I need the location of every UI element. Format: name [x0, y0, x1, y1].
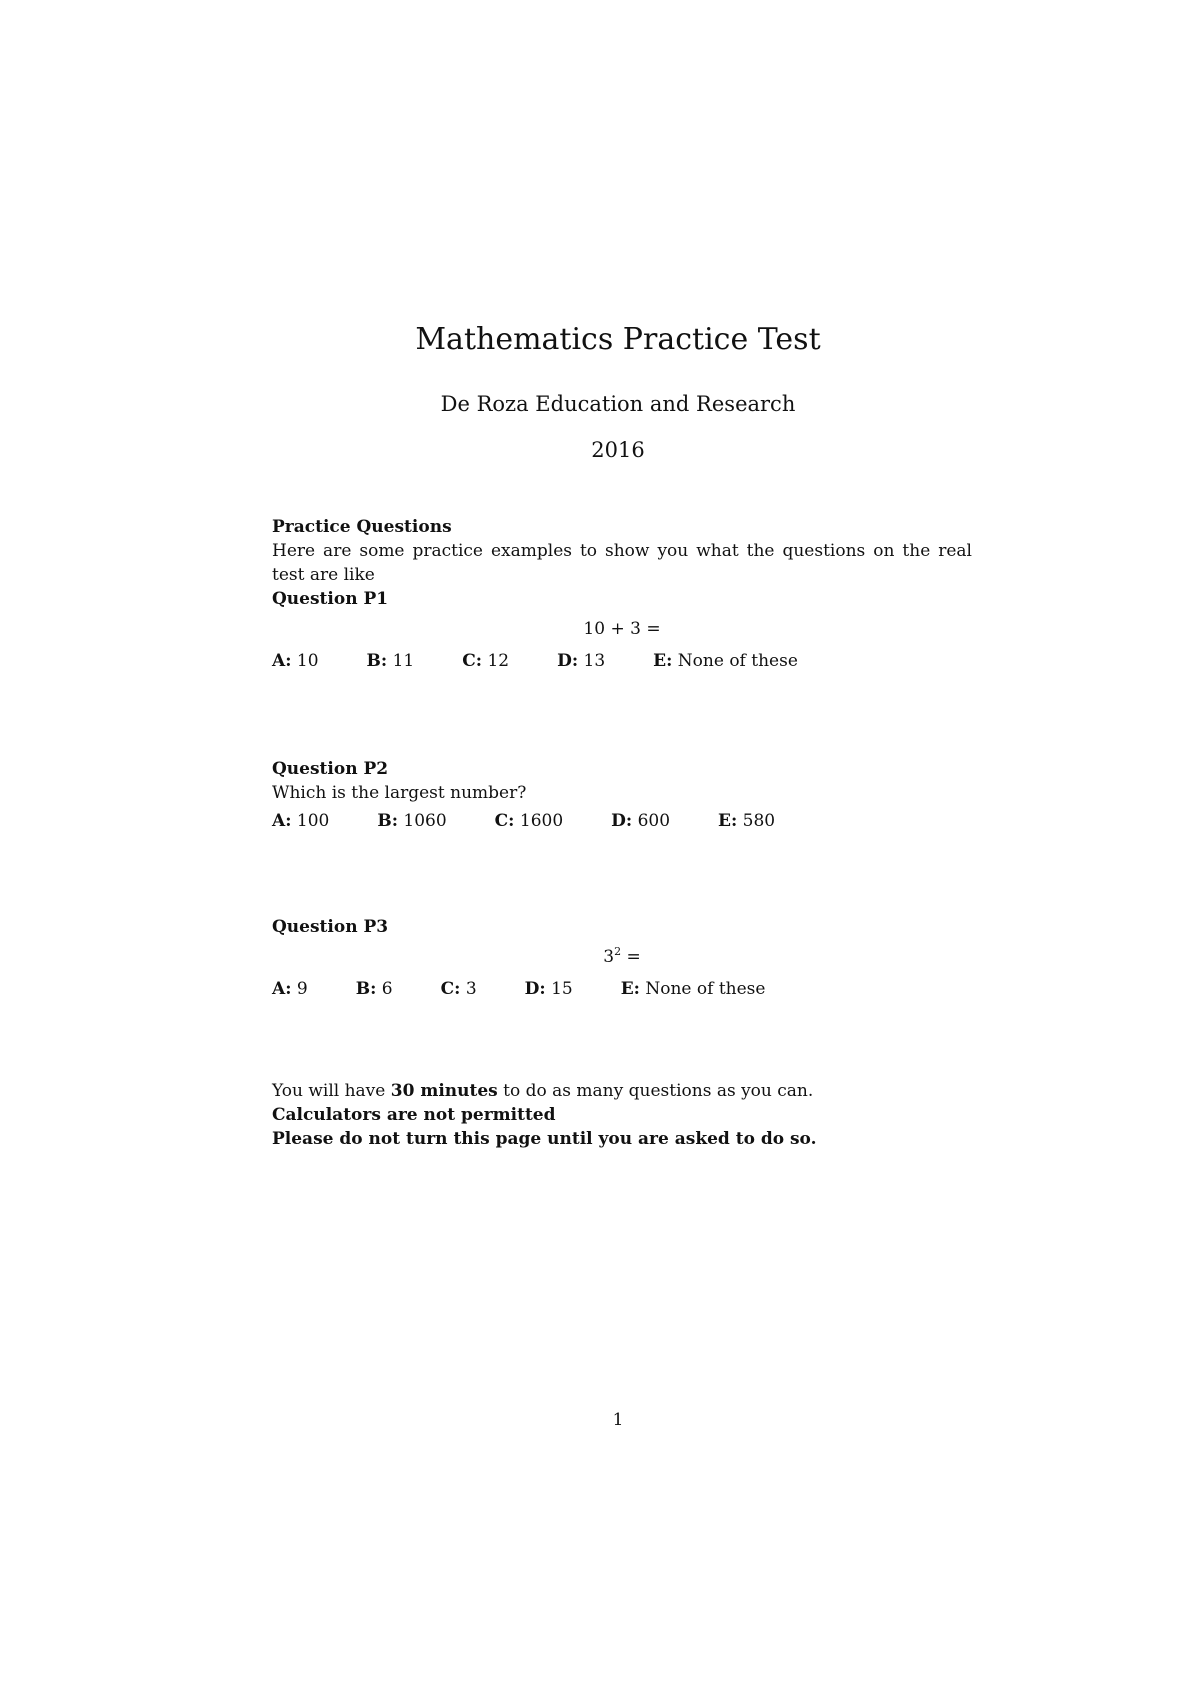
- option-e: [621, 977, 766, 1001]
- option-e: [718, 809, 775, 833]
- question-p3-formula: [272, 945, 972, 969]
- question-p1-formula: 10 + 3 =: [583, 619, 661, 639]
- section-heading: Practice Questions: [272, 517, 452, 537]
- option-value: 6: [381, 979, 393, 999]
- option-e: [653, 649, 798, 673]
- option-letter: A:: [272, 811, 292, 831]
- option-d: [557, 649, 605, 673]
- option-letter: E:: [653, 651, 673, 671]
- time-text-pre: You will have: [272, 1081, 391, 1101]
- page-number: 1: [612, 1410, 624, 1430]
- question-p3-options: [272, 977, 972, 1001]
- document-year: 2016: [591, 438, 645, 462]
- option-letter: A:: [272, 651, 292, 671]
- option-value: 11: [392, 651, 415, 671]
- option-value: None of these: [645, 979, 766, 999]
- option-d: [611, 809, 670, 833]
- option-c: [441, 977, 477, 1001]
- option-b: [367, 649, 415, 673]
- option-letter: C:: [462, 651, 483, 671]
- question-p3-label: Question P3: [272, 917, 389, 937]
- question-p2-label: Question P2: [272, 759, 389, 779]
- option-value: 12: [487, 651, 510, 671]
- intro-text: Here are some practice examples to show you what the questions on the real test are like: [272, 541, 972, 585]
- time-limit: 30 minutes: [390, 1081, 498, 1101]
- option-letter: B:: [355, 979, 377, 999]
- option-value: 3: [465, 979, 477, 999]
- question-p1-label: Question P1: [272, 589, 389, 609]
- formula-equals: =: [621, 947, 641, 967]
- option-value: 580: [742, 811, 776, 831]
- question-p1-options: [272, 649, 972, 673]
- option-letter: E:: [718, 811, 738, 831]
- option-a: [272, 649, 319, 673]
- option-letter: B:: [377, 811, 398, 831]
- option-b: [356, 977, 393, 1001]
- option-value: 600: [637, 811, 671, 831]
- document-body: [272, 515, 972, 1151]
- option-value: 1600: [519, 811, 564, 831]
- option-c: [462, 649, 509, 673]
- option-a: [272, 809, 329, 833]
- option-value: 1060: [403, 811, 447, 831]
- time-instruction: [272, 1079, 972, 1103]
- formula-exponent: 2: [614, 945, 622, 958]
- option-c: [495, 809, 563, 833]
- option-letter: B:: [366, 651, 388, 671]
- option-a: [272, 977, 308, 1001]
- option-d: [525, 977, 573, 1001]
- document-author: De Roza Education and Research: [440, 392, 796, 416]
- option-letter: A:: [272, 979, 292, 999]
- option-value: 9: [296, 979, 308, 999]
- option-letter: C:: [494, 811, 515, 831]
- question-p2-prompt: Which is the largest number?: [272, 783, 527, 803]
- option-letter: E:: [620, 979, 640, 999]
- option-letter: C:: [440, 979, 461, 999]
- option-letter: D:: [557, 651, 579, 671]
- option-letter: D:: [524, 979, 546, 999]
- option-b: [377, 809, 446, 833]
- calculators-notice: Calculators are not permitted: [272, 1105, 556, 1125]
- option-value: 100: [296, 811, 330, 831]
- document-title: Mathematics Practice Test: [415, 322, 821, 357]
- option-letter: D:: [611, 811, 633, 831]
- option-value: 13: [583, 651, 606, 671]
- time-text-post: to do as many questions as you can.: [497, 1081, 814, 1101]
- question-p2-options: [272, 809, 972, 833]
- option-value: 15: [551, 979, 573, 999]
- formula-base: 3: [603, 947, 615, 967]
- do-not-turn-notice: Please do not turn this page until you are asked to do so.: [272, 1129, 817, 1149]
- option-value: None of these: [677, 651, 798, 671]
- option-value: 10: [296, 651, 319, 671]
